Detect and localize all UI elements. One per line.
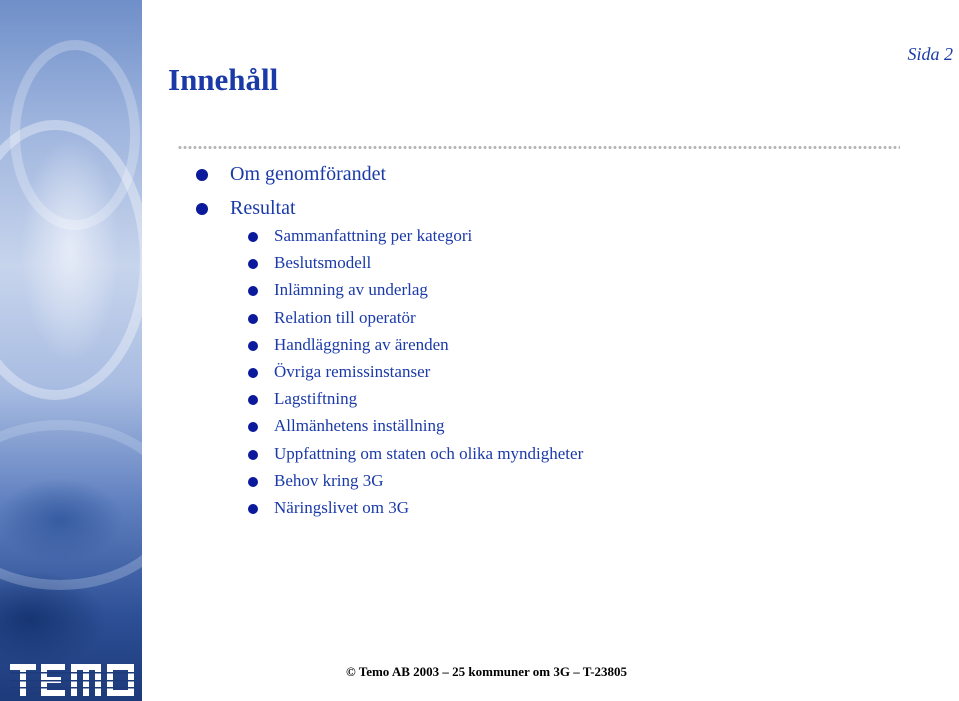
sub-list-item bbox=[248, 277, 583, 304]
sub-list-item-label: Sammanfattning per kategori bbox=[274, 226, 473, 245]
swirl-shape bbox=[0, 420, 142, 590]
bullet-icon bbox=[196, 169, 208, 181]
bullet-icon bbox=[248, 232, 258, 242]
sub-list-item bbox=[248, 441, 583, 468]
sub-list-item bbox=[248, 332, 583, 359]
sub-list-item-label: Lagstiftning bbox=[274, 389, 358, 409]
sub-list-item-label: Uppfattning om staten och olika myndigheter bbox=[274, 443, 584, 463]
sub-list-item bbox=[248, 223, 583, 250]
dotted-divider bbox=[178, 146, 900, 149]
list-item-label: Om genomförandet bbox=[230, 163, 387, 185]
bullet-icon bbox=[248, 450, 258, 460]
sub-list-item bbox=[248, 250, 583, 277]
list-item bbox=[196, 160, 386, 194]
bullet-icon bbox=[196, 203, 208, 215]
decorative-sidebar bbox=[0, 0, 142, 701]
sub-list-item bbox=[248, 495, 583, 522]
sub-list-item-label: Relation till operatör bbox=[274, 307, 416, 327]
list-item-label: Resultat bbox=[230, 197, 296, 219]
sub-list-item-label: Allmänhetens inställning bbox=[274, 416, 445, 436]
sub-list-item bbox=[248, 359, 583, 386]
sub-list-item-label: Inlämning av underlag bbox=[274, 280, 428, 300]
contents-list bbox=[196, 160, 386, 228]
bullet-icon bbox=[248, 341, 258, 351]
sub-list-item-label: Näringslivet om 3G bbox=[274, 497, 410, 517]
bullet-icon bbox=[248, 422, 258, 432]
sub-list-item-label: Beslutsmodell bbox=[274, 253, 372, 273]
bullet-icon bbox=[248, 368, 258, 378]
bullet-icon bbox=[248, 259, 258, 269]
sub-list-item bbox=[248, 386, 583, 413]
bullet-icon bbox=[248, 314, 258, 324]
sub-list-item bbox=[248, 413, 583, 440]
sub-list-item-label: Handläggning av ärenden bbox=[274, 334, 449, 354]
bullet-icon bbox=[248, 504, 258, 514]
temo-logo bbox=[10, 664, 134, 696]
page-title: Innehåll bbox=[168, 62, 279, 97]
sub-list-item-label: Behov kring 3G bbox=[274, 470, 384, 490]
swirl-shape bbox=[10, 40, 140, 230]
sub-contents-list bbox=[248, 223, 583, 522]
sub-list-item bbox=[248, 468, 583, 495]
bullet-icon bbox=[248, 477, 258, 487]
page-number: Sida 2 bbox=[907, 44, 953, 64]
sub-list-item-label: Övriga remissinstanser bbox=[274, 361, 431, 381]
sub-list-item bbox=[248, 305, 583, 332]
bullet-icon bbox=[248, 395, 258, 405]
bullet-icon bbox=[248, 286, 258, 296]
footer-copyright: © Temo AB 2003 – 25 kommuner om 3G – T-23805 bbox=[346, 664, 628, 679]
